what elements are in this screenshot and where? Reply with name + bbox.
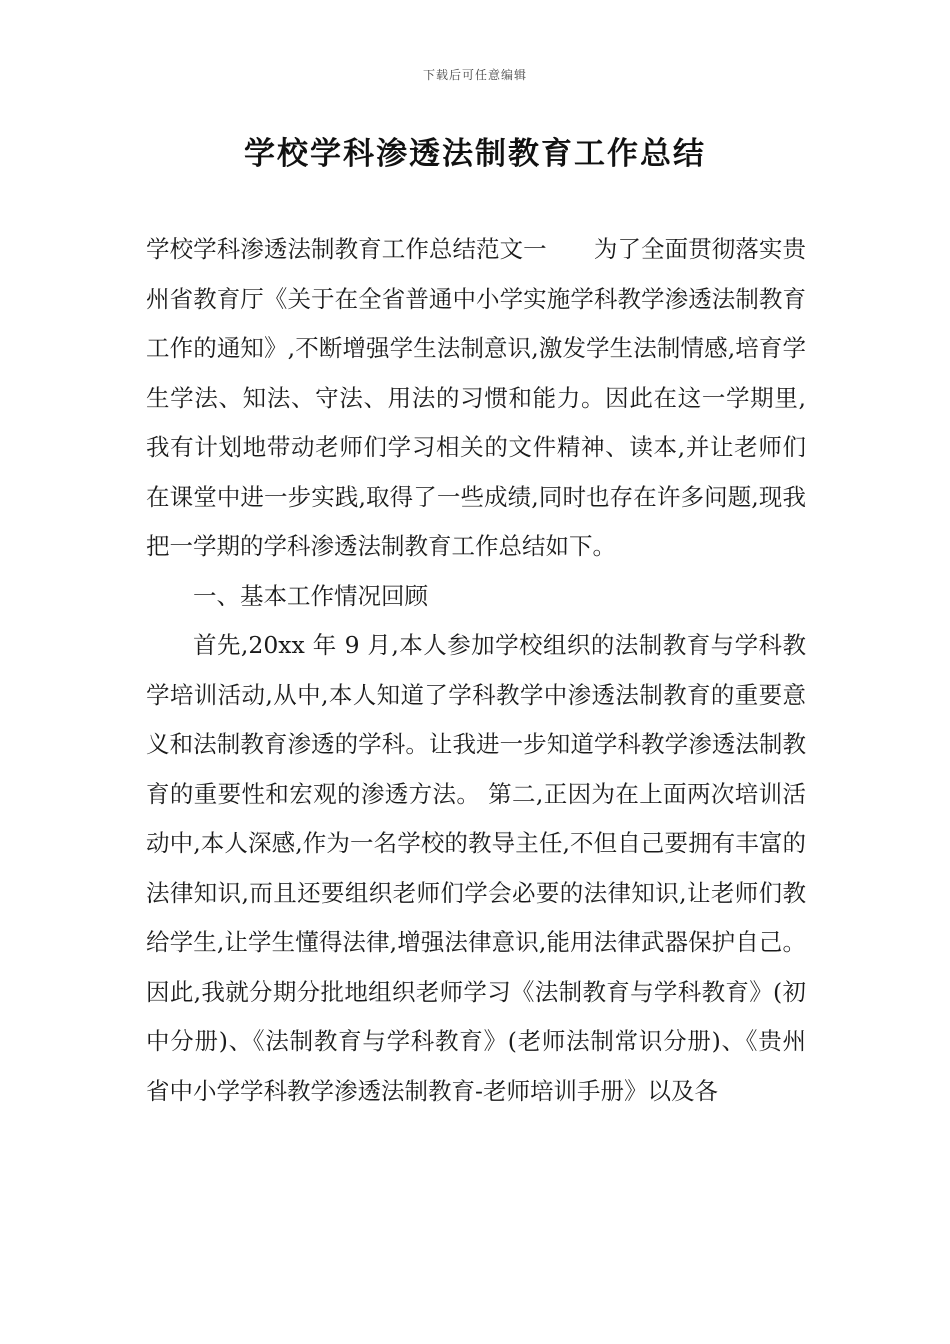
document-body — [146, 225, 806, 1116]
download-note: 下载后可任意编辑 — [422, 68, 527, 82]
body-paragraph-first-second: 首先,20xx 年 9 月,本人参加学校组织的法制教育与学科教学培训活动,从中,本人知道了学科教学中渗透法制教育的重要意义和法制教育渗透的学科。让我进一步知道学科教学渗透法制教育的重要性和宏观的渗透方法。 第二,正因为在上面两次培训活动中,本人深感,作为一名学校的教导主任,不但自己要拥有丰富的法律知识,而且还要组织老师们学会必要的法律知识,让老师们教给学生,让学生懂得法律,增强法律意识,能用法律武器保护自己。因此,我就分期分批地组织老师学习《法制教育与学科教育》(初中分册)、《法制教育与学科教育》(老师法制常识分册)、《贵州省中小学学科教学渗透法制教育-老师培训手册》以及各 — [146, 631, 806, 1105]
intro-paragraph: 学校学科渗透法制教育工作总结范文一 为了全面贯彻落实贵州省教育厅《关于在全省普通中小学实施学科教学渗透法制教育工作的通知》,不断增强学生法制意识,激发学生法制情感,培育学生学法、知法、守法、用法的习惯和能力。因此在这一学期里,我有计划地带动老师们学习相关的文件精神、读本,并让老师们在课堂中进一步实践,取得了一些成绩,同时也存在许多问题,现我把一学期的学科渗透法制教育工作总结如下。 — [146, 235, 806, 560]
section-heading-basic-review: 一、基本工作情况回顾 — [193, 581, 428, 610]
document-title: 学校学科渗透法制教育工作总结 — [244, 136, 706, 172]
